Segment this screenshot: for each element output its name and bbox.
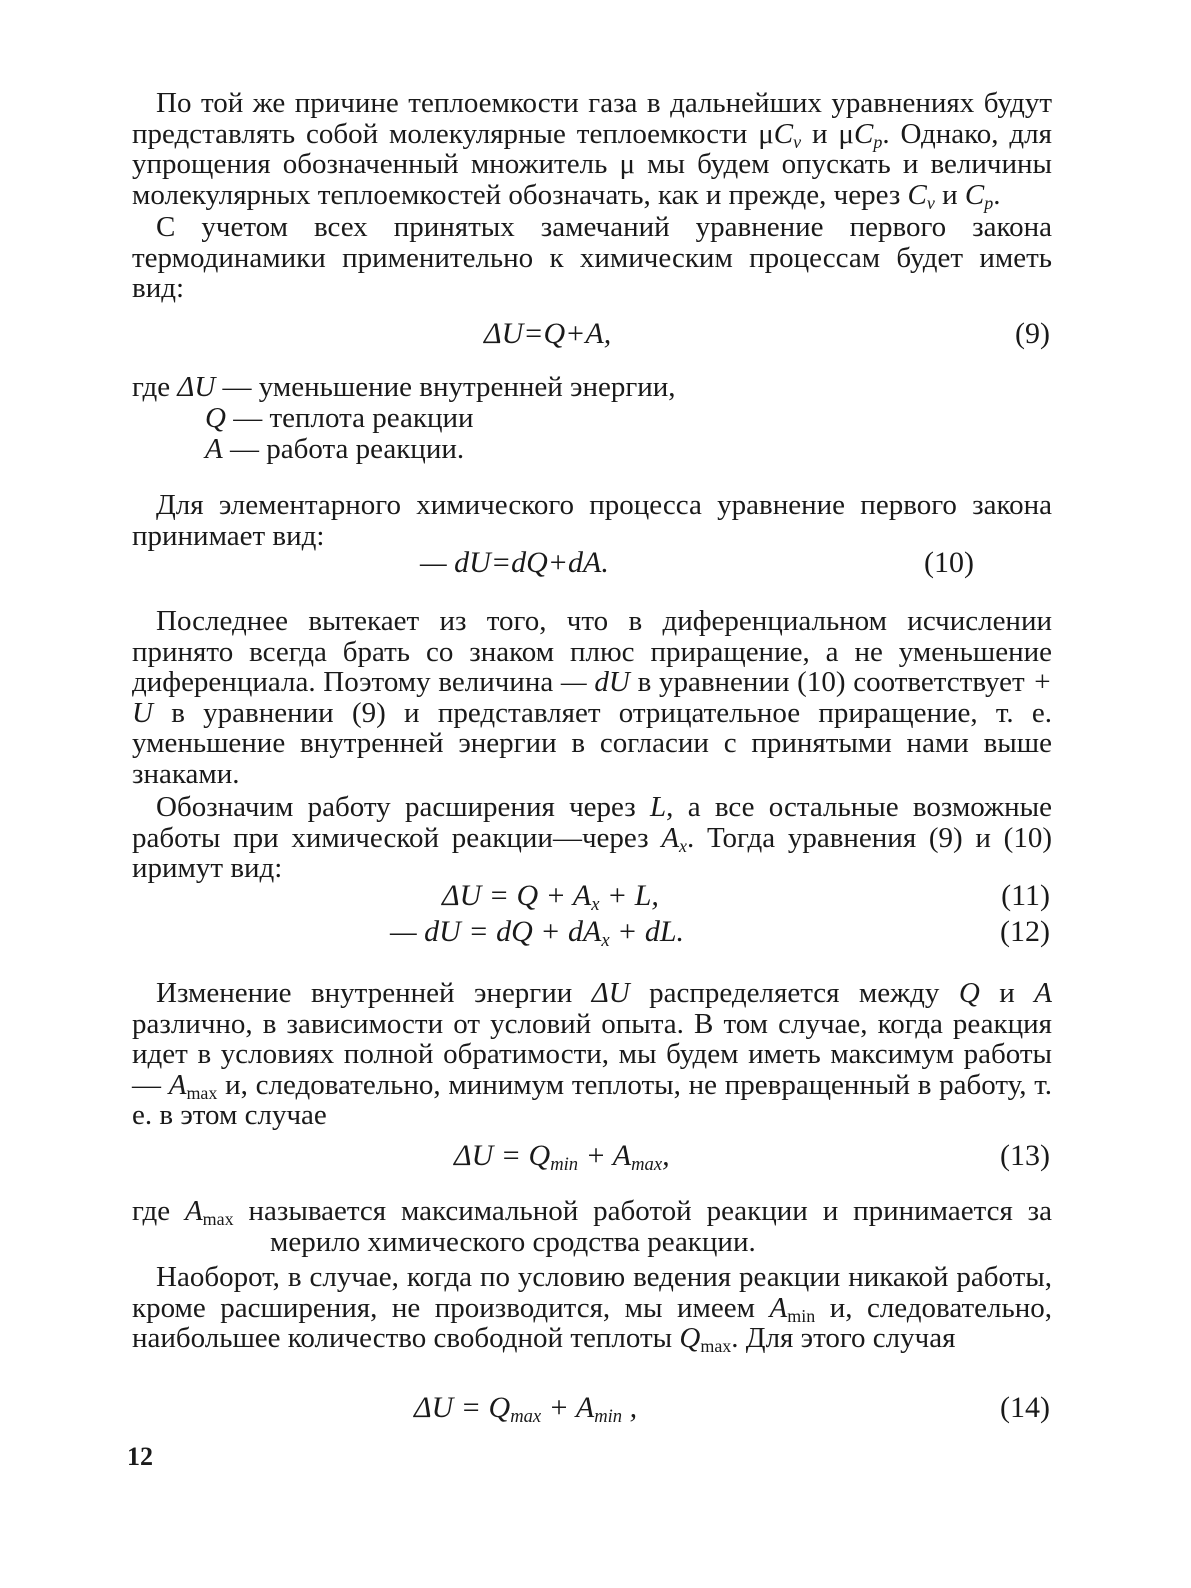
equation-number: (11) bbox=[1001, 879, 1050, 912]
subscript: max bbox=[700, 1336, 732, 1357]
equation-part: ΔU = Q bbox=[414, 1391, 511, 1424]
text-span: Изменение внутренней энергии bbox=[156, 977, 592, 1009]
paragraph-differential bbox=[132, 606, 1052, 789]
equation-part: ΔU = Q bbox=[454, 1139, 551, 1172]
equation-10 bbox=[132, 547, 974, 579]
text-span: . Однако, для упрощения обозначенный множитель bbox=[132, 117, 1052, 180]
text-span: и bbox=[934, 178, 965, 211]
math: Q bbox=[958, 977, 980, 1009]
paragraph-expansion-work bbox=[132, 792, 1052, 884]
equation-11 bbox=[132, 879, 1050, 916]
subscript: v bbox=[926, 192, 935, 213]
text-span: в уравнении (9) и представляет отрицательное приращение, т. е. уменьшение внутренней энергии в согласии с принятыми нами выше знаками. bbox=[132, 696, 1052, 790]
equation-12 bbox=[132, 915, 1050, 952]
text-span: распределяется между bbox=[629, 977, 959, 1009]
equation-part: , bbox=[662, 1139, 670, 1172]
subscript: max bbox=[510, 1406, 542, 1428]
subscript: x bbox=[601, 930, 610, 952]
equation-part: — dU = dQ + dA bbox=[390, 915, 602, 948]
definition: — работа реакции. bbox=[222, 433, 465, 465]
paragraph-energy-change bbox=[132, 978, 1052, 1131]
equation-number: (13) bbox=[1000, 1139, 1050, 1172]
equation-number: (10) bbox=[924, 546, 974, 579]
equation-part: ΔU = Q + A bbox=[442, 879, 592, 912]
text-block-1 bbox=[132, 88, 1052, 304]
paragraph-first-law: С учетом всех принятых замечаний уравнение первого закона термодинамики применительно к химическим процессам будет иметь вид: bbox=[132, 211, 1052, 304]
where-label: где bbox=[132, 1195, 185, 1227]
text-span: и, следовательно, наибольшее количество свободной теплоты bbox=[132, 1291, 1052, 1354]
symbol-mu: μ bbox=[619, 148, 636, 180]
text-span: Последнее вытекает из того, что в диференциальном исчислении принято всегда брать со знаком плюс приращение, а не уменьшение диференциала. Поэтому величина bbox=[132, 605, 1052, 698]
text-span: различно, в зависимости от условий опыта. В том случае, когда реакция идет в условиях полной обратимости, мы будем иметь максимум работы — bbox=[132, 1007, 1052, 1101]
text-span: и bbox=[979, 977, 1035, 1009]
math: ΔU bbox=[591, 977, 630, 1009]
text-span: По той же причине теплоемкости газа в дальнейших уравнениях будут представлять собой молекулярные теплоемкости bbox=[132, 87, 1052, 150]
text-block-5 bbox=[132, 1261, 1052, 1357]
text-block-4 bbox=[132, 978, 1052, 1131]
math: A bbox=[1034, 977, 1052, 1009]
math: L bbox=[650, 791, 667, 823]
subscript: min bbox=[594, 1406, 623, 1428]
paragraph-elementary-process: Для элементарного химического процесса уравнение первого закона принимает вид: bbox=[132, 489, 1052, 552]
definition: — теплота реакции bbox=[225, 402, 474, 434]
legend-eq9 bbox=[132, 372, 676, 465]
subscript: p bbox=[873, 131, 883, 152]
symbol-C: C bbox=[773, 117, 794, 150]
text-block-3 bbox=[132, 606, 1052, 884]
subscript: min bbox=[550, 1154, 579, 1176]
text-span: мы будем опускать и величины молекулярных теплоемкостей обозначать, как и прежде, через bbox=[132, 148, 1052, 211]
subscript: p bbox=[984, 192, 994, 213]
equation-number: (14) bbox=[1000, 1391, 1050, 1424]
equation-number: (9) bbox=[1015, 317, 1050, 350]
text-span: . Для этого случая bbox=[731, 1322, 956, 1354]
symbol: A bbox=[205, 433, 223, 465]
math: A bbox=[769, 1291, 788, 1324]
definition: — уменьшение внутренней энергии, bbox=[215, 371, 676, 403]
equation-part: + A bbox=[541, 1391, 595, 1424]
symbol: Q bbox=[205, 402, 226, 434]
equation-14 bbox=[132, 1391, 1050, 1428]
equation-13 bbox=[132, 1139, 1050, 1176]
definition-amax bbox=[132, 1196, 1052, 1257]
equation-part: + A bbox=[578, 1139, 632, 1172]
text-span: в уравнении (10) соответствует bbox=[629, 666, 1033, 698]
paragraph-heat-capacities bbox=[132, 87, 1052, 213]
paragraph-reverse-case bbox=[132, 1261, 1052, 1357]
text-span: . Тогда уравнения (9) и (10) иримут вид: bbox=[132, 821, 1052, 884]
definition: называется максимальной работой реакции и принимается за мерило химического сродства реакции. bbox=[233, 1195, 1053, 1258]
equation-part: + dL. bbox=[609, 915, 685, 948]
equation-part: + L, bbox=[599, 879, 659, 912]
legend-eq13 bbox=[132, 1196, 1052, 1257]
subscript: max bbox=[202, 1209, 234, 1230]
text-span: . bbox=[993, 178, 1001, 211]
math: Q bbox=[679, 1322, 701, 1354]
equation-formula: — dU=dQ+dA. bbox=[420, 546, 609, 579]
subscript: max bbox=[631, 1154, 663, 1176]
symbol: A bbox=[184, 1195, 203, 1227]
math: A bbox=[661, 821, 680, 854]
page-number: 12 bbox=[127, 1442, 153, 1471]
symbol-C: C bbox=[907, 178, 927, 211]
symbol-C: C bbox=[964, 178, 985, 211]
subscript: min bbox=[787, 1305, 816, 1326]
subscript: v bbox=[793, 131, 802, 152]
subscript: x bbox=[679, 835, 688, 856]
text-span: и bbox=[801, 117, 839, 150]
text-span: и, следовательно, минимум теплоты, не превращенный в работу, т. е. в этом случае bbox=[132, 1068, 1052, 1131]
equation-9 bbox=[132, 318, 1050, 350]
equation-formula: ΔU=Q+A, bbox=[484, 317, 612, 350]
symbol-C: C bbox=[853, 117, 874, 150]
math: + U bbox=[132, 666, 1052, 729]
text-span: , а все остальные возможные работы при химической реакции—через bbox=[132, 791, 1052, 854]
symbol: ΔU bbox=[177, 371, 216, 403]
text-block-2 bbox=[132, 490, 1052, 551]
equation-part: , bbox=[622, 1391, 638, 1424]
equation-number: (12) bbox=[1000, 915, 1050, 948]
where-label: где bbox=[132, 371, 178, 403]
math: A bbox=[168, 1068, 187, 1101]
subscript: max bbox=[186, 1082, 218, 1103]
math: — dU bbox=[560, 666, 630, 698]
symbol-mu: μ bbox=[838, 117, 854, 150]
text-span: Наоборот, в случае, когда по условию ведения реакции никакой работы, кроме расширения, не производится, мы имеем bbox=[132, 1261, 1052, 1324]
subscript: x bbox=[591, 894, 600, 916]
symbol-mu: μ bbox=[758, 117, 774, 150]
text-span: Обозначим работу расширения через bbox=[156, 791, 651, 823]
